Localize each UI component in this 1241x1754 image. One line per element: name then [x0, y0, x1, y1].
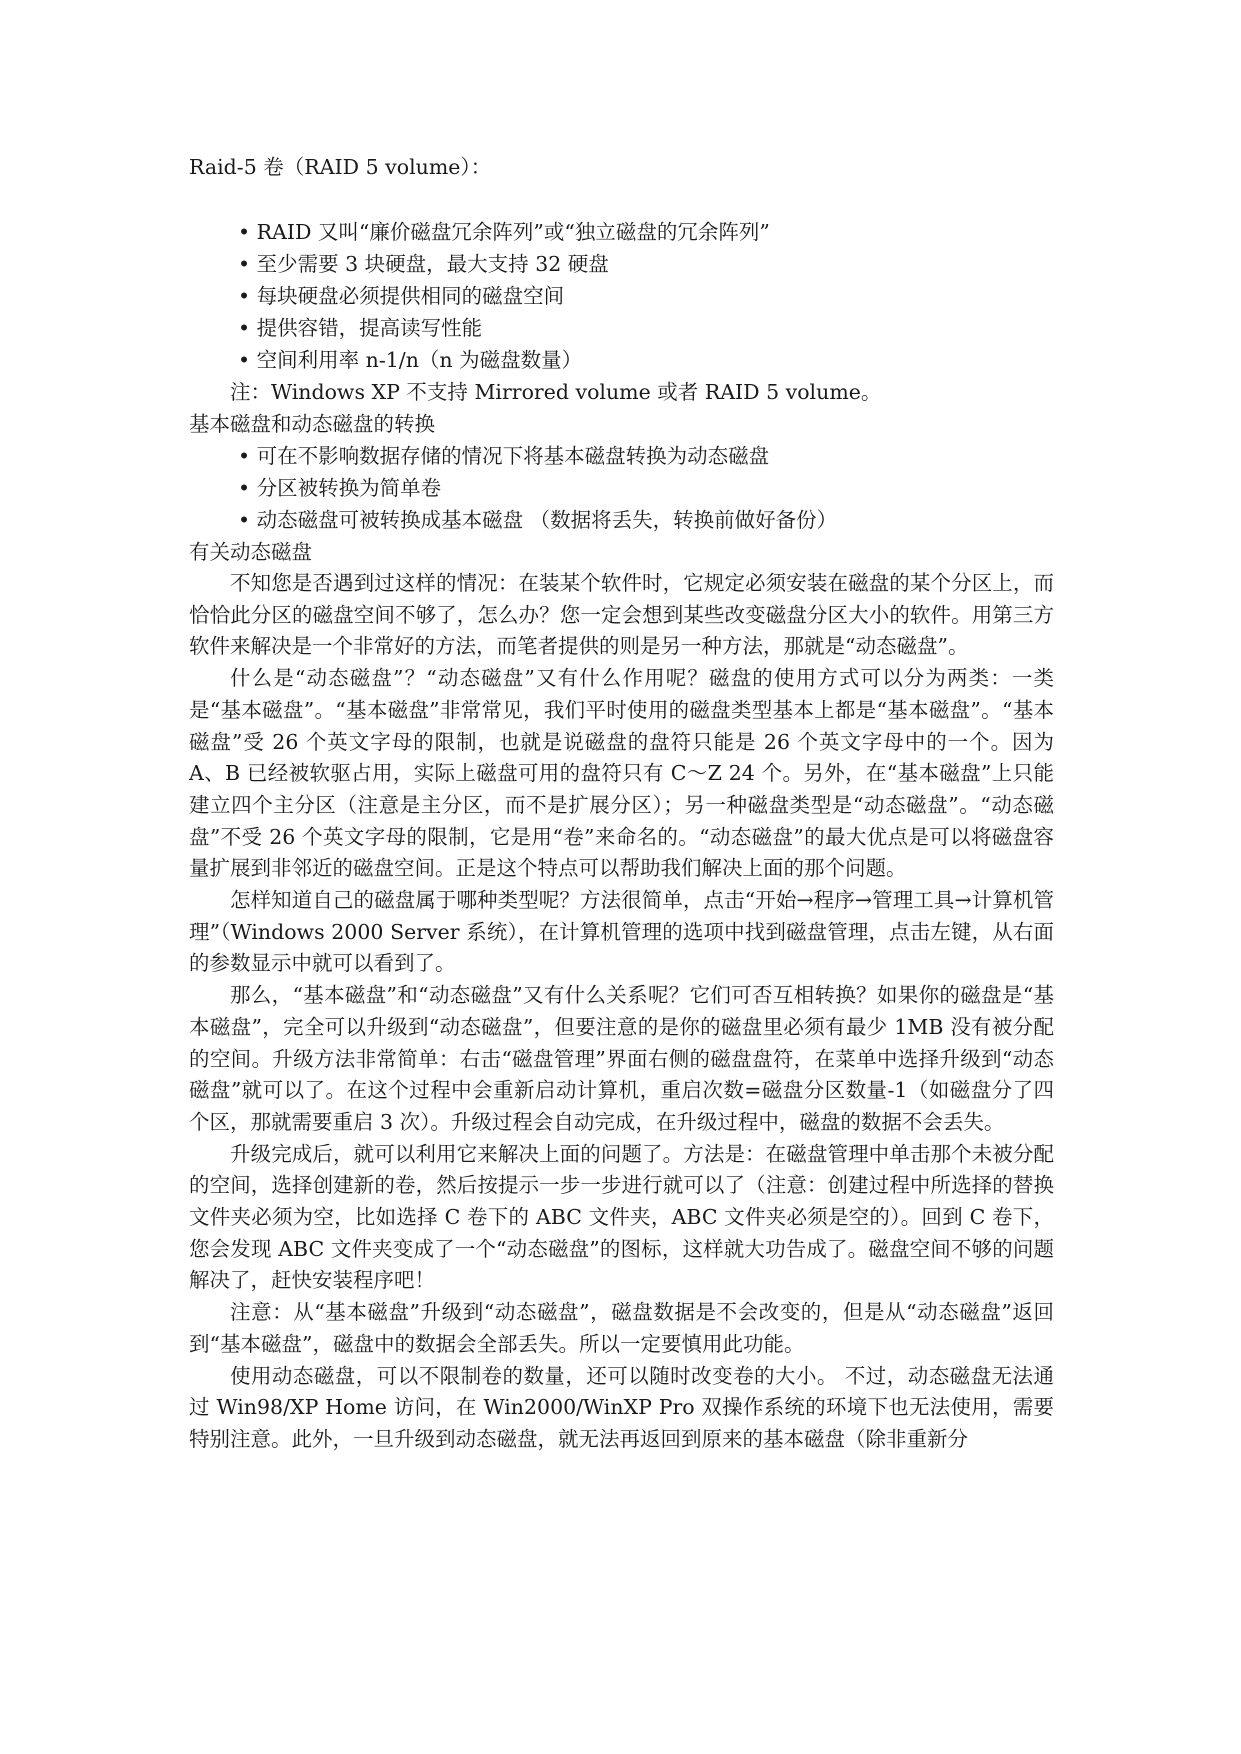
paragraph: 怎样知道自己的磁盘属于哪种类型呢？方法很简单，点击“开始→程序→管理工具→计算机管理”（Windows 2000 Server 系统），在计算机管理的选项中找到磁盘管理，点击左键，从右面的参数显示中就可以看到了。 [189, 888, 1054, 976]
heading-about-dynamic-disk: 有关动态磁盘 [189, 540, 312, 564]
paragraph: 那么，“基本磁盘”和“动态磁盘”又有什么关系呢？它们可否互相转换？如果你的磁盘是“基本磁盘”，完全可以升级到“动态磁盘”，但要注意的是你的磁盘里必须有最少 1MB 没有被分配的空间。升级方法非常简单：右击“磁盘管理”界面右侧的磁盘盘符，在菜单中选择升级到“动态磁盘”就可以了。在这个过程中会重新启动计算机，重启次数=磁盘分区数量-1（如磁盘分了四个区，那就需要重启 3 次）。升级过程会自动完成，在升级过程中，磁盘的数据不会丢失。 [189, 983, 1054, 1134]
raid5-bullet: • 提供容错，提高读写性能 [238, 316, 483, 340]
body-text [189, 568, 1054, 1456]
raid5-bullet: • RAID 又叫“廉价磁盘冗余阵列”或“独立磁盘的冗余阵列” [238, 220, 770, 244]
raid5-bullet: • 空间利用率 n-1/n（n 为磁盘数量） [238, 348, 583, 372]
paragraph: 什么是“动态磁盘”？“动态磁盘”又有什么作用呢？磁盘的使用方式可以分为两类：一类是“基本磁盘”。“基本磁盘”非常常见，我们平时使用的磁盘类型基本上都是“基本磁盘”。“基本磁盘”受 26 个英文字母的限制，也就是说磁盘的盘符只能是 26 个英文字母中的一个。因为 A、B 已经被软驱占用，实际上磁盘可用的盘符只有 C～Z 24 个。另外，在“基本磁盘”上只能建立四个主分区（注意是主分区，而不是扩展分区）；另一种磁盘类型是“动态磁盘”。“动态磁盘”不受 26 个英文字母的限制，它是用“卷”来命名的。“动态磁盘”的最大优点是可以将磁盘容量扩展到非邻近的磁盘空间。正是这个特点可以帮助我们解决上面的那个问题。 [189, 666, 1054, 881]
conversion-bullet: • 动态磁盘可被转换成基本磁盘 （数据将丢失，转换前做好备份） [238, 508, 838, 532]
paragraph: 注意：从“基本磁盘”升级到“动态磁盘”，磁盘数据是不会改变的，但是从“动态磁盘”返回到“基本磁盘”，磁盘中的数据会全部丢失。所以一定要慎用此功能。 [189, 1300, 1054, 1356]
conversion-bullet: • 分区被转换为简单卷 [238, 476, 442, 500]
heading-raid5: Raid-5 卷（RAID 5 volume）： [189, 155, 492, 179]
paragraph: 升级完成后，就可以利用它来解决上面的问题了。方法是：在磁盘管理中单击那个未被分配的空间，选择创建新的卷，然后按提示一步一步进行就可以了（注意：创建过程中所选择的替换文件夹必须为空，比如选择 C 卷下的 ABC 文件夹，ABC 文件夹必须是空的）。回到 C 卷下，您会发现 ABC 文件夹变成了一个“动态磁盘”的图标，这样就大功告成了。磁盘空间不够的问题解决了，赶快安装程序吧！ [189, 1141, 1054, 1293]
conversion-bullet: • 可在不影响数据存储的情况下将基本磁盘转换为动态磁盘 [238, 444, 770, 468]
paragraph: 使用动态磁盘，可以不限制卷的数量，还可以随时改变卷的大小。 不过，动态磁盘无法通过 Win98/XP Home 访问，在 Win2000/WinXP Pro 双操作系统的环境下也无法使用，需要特别注意。此外，一旦升级到动态磁盘，就无法再返回到原来的基本磁盘（除非重新分 [189, 1363, 1054, 1451]
raid5-bullet: • 至少需要 3 块硬盘，最大支持 32 硬盘 [238, 252, 609, 276]
raid5-bullet: • 每块硬盘必须提供相同的磁盘空间 [238, 284, 565, 308]
heading-conversion: 基本磁盘和动态磁盘的转换 [189, 412, 435, 436]
note-windows-xp: 注：Windows XP 不支持 Mirrored volume 或者 RAID 5 volume。 [230, 380, 882, 404]
paragraph: 不知您是否遇到过这样的情况：在装某个软件时，它规定必须安装在磁盘的某个分区上，而恰恰此分区的磁盘空间不够了，怎么办？您一定会想到某些改变磁盘分区大小的软件。用第三方软件来解决是一个非常好的方法，而笔者提供的则是另一种方法，那就是“动态磁盘”。 [189, 571, 1054, 659]
